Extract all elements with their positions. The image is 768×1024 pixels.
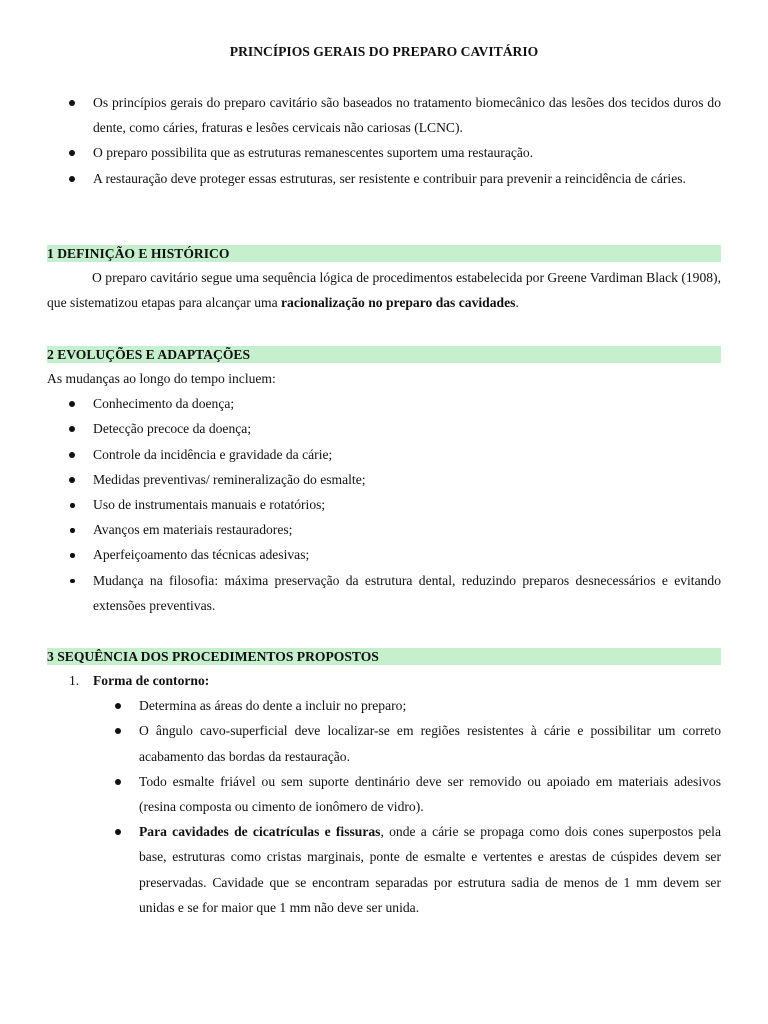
bullet-icon: [115, 829, 121, 835]
list-item: O ângulo cavo-superficial deve localizar-se em regiões resistentes à cárie e possibilitar um correto acabamento das bordas da restauração.: [139, 718, 721, 768]
bullet-icon: [115, 728, 121, 734]
section-heading: 2 EVOLUÇÕES E ADAPTAÇÕES: [47, 346, 721, 363]
bullet-icon: [69, 477, 75, 483]
list-item: Conhecimento da doença;: [93, 391, 721, 416]
section-2: [47, 346, 721, 618]
intro-list: [93, 90, 721, 191]
bullet-icon: [70, 503, 75, 508]
bullet-icon: [69, 426, 75, 432]
list-item: Todo esmalte friável ou sem suporte dentinário deve ser removido ou apoiado em materiais adesivos (resina composta ou cimento de ionômero de vidro).: [139, 769, 721, 819]
bullet-icon: [115, 779, 121, 785]
section-1: [47, 245, 721, 315]
list-item: Aperfeiçoamento das técnicas adesivas;: [93, 542, 721, 567]
list-item: Detecção precoce da doença;: [93, 416, 721, 441]
bullet-icon: [69, 176, 75, 182]
list-item: Os princípios gerais do preparo cavitário são baseados no tratamento biomecânico das lesões dos tecidos duros do dente, como cáries, fraturas e lesões cervicais não cariosas (LCNC).: [93, 90, 721, 140]
bullet-icon: [70, 528, 75, 533]
bullet-icon: [69, 401, 75, 407]
list-item: O preparo possibilita que as estruturas remanescentes suportem uma restauração.: [93, 140, 721, 165]
section-heading: 3 SEQUÊNCIA DOS PROCEDIMENTOS PROPOSTOS: [47, 648, 721, 665]
section-heading: 1 DEFINIÇÃO E HISTÓRICO: [47, 245, 721, 262]
bullet-icon: [115, 703, 121, 709]
list-item: Para cavidades de cicatrículas e fissuras, onde a cárie se propaga como dois cones superpostos pela base, estruturas como cristas marginais, ponte de esmalte e vertentes e arestas de cúspides devem ser preservadas. Cavidade que se encontram separadas por estrutura sadia de menos de 1 mm devem ser unidas e se for maior que 1 mm não deve ser unida.: [139, 819, 721, 920]
list-item: Medidas preventivas/ remineralização do esmalte;: [93, 467, 721, 492]
list-item: Controle da incidência e gravidade da cárie;: [93, 442, 721, 467]
step-1-list: [139, 693, 721, 920]
step-number: 1.: [69, 673, 80, 688]
list-item: A restauração deve proteger essas estruturas, ser resistente e contribuir para prevenir a reincidência de cáries.: [93, 166, 721, 191]
section-lead: As mudanças ao longo do tempo incluem:: [47, 371, 276, 386]
step-1: [47, 668, 721, 693]
page-title: PRINCÍPIOS GERAIS DO PREPARO CAVITÁRIO: [229, 44, 539, 59]
changes-list: [93, 391, 721, 618]
section-paragraph: O preparo cavitário segue uma sequência lógica de procedimentos estabelecida por Greene Vardiman Black (1908), que sistematizou etapas para alcançar uma racionalização no preparo das cavidades.: [47, 270, 721, 311]
list-item: Avanços em materiais restauradores;: [93, 517, 721, 542]
list-item: Determina as áreas do dente a incluir no preparo;: [139, 693, 721, 718]
list-item: Uso de instrumentais manuais e rotatórios;: [93, 492, 721, 517]
bullet-icon: [70, 579, 75, 584]
bullet-icon: [69, 150, 75, 156]
bullet-icon: [69, 100, 75, 106]
bullet-icon: [69, 452, 75, 458]
bullet-icon: [70, 553, 75, 558]
step-title: Forma de contorno:: [93, 673, 210, 688]
section-3: [47, 648, 721, 920]
list-item: Mudança na filosofia: máxima preservação da estrutura dental, reduzindo preparos desnecessários e evitando extensões preventivas.: [93, 568, 721, 618]
